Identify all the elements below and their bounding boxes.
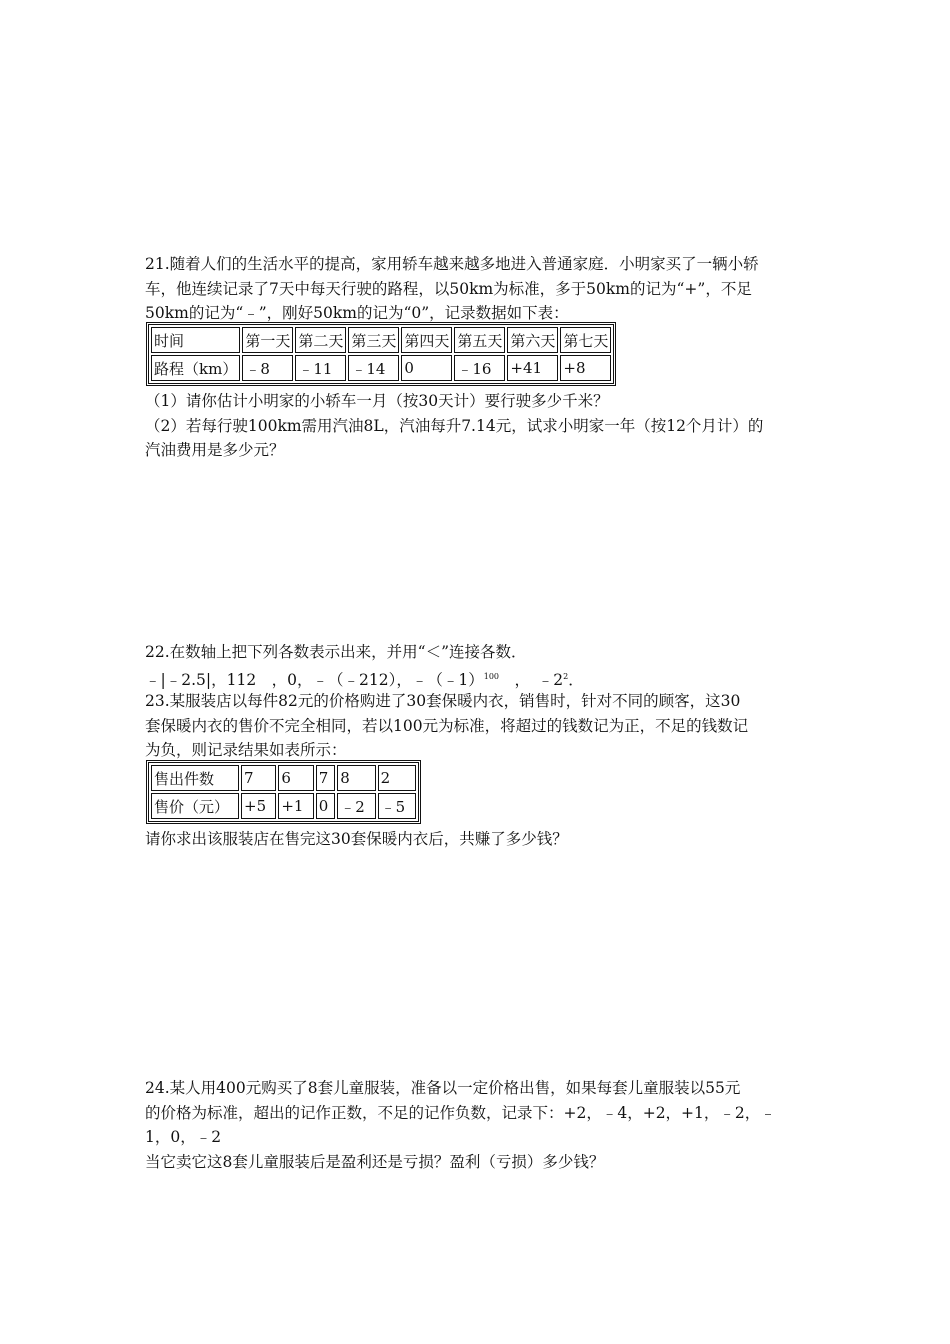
table-cell: 6 — [278, 765, 313, 791]
q21-part-2-line-1: （2）若每行驶100km需用汽油8L，汽油每升7.14元，试求小明家一年（按12个月计）的 — [145, 417, 764, 435]
q23-question: 请你求出该服装店在售完这30套保暖内衣后，共赚了多少钱？ — [145, 830, 568, 848]
table-cell: ﹣11 — [295, 355, 346, 381]
table-cell: 7 — [241, 765, 276, 791]
table-cell: 8 — [337, 765, 375, 791]
table-cell: 0 — [316, 793, 336, 819]
q22-numbers-part-a: ﹣|﹣2.5|，112 ，0，﹣（﹣212），﹣（﹣1） — [145, 671, 484, 690]
q22-numbers-part-c: ． — [568, 671, 584, 690]
q21-part-1: （1）请你估计小明家的小轿车一月（按30天计）要行驶多少千米？ — [145, 392, 609, 410]
q21-distance-table — [146, 322, 616, 386]
table-cell: 路程（km） — [151, 355, 240, 381]
q23-line-3: 为负，则记录结果如表所示： — [145, 741, 347, 759]
q22-line-1: 22.在数轴上把下列各数表示出来，并用“＜”连接各数． — [145, 643, 527, 661]
q24-line-2: 的价格为标准，超出的记作正数，不足的记作负数，记录下：+2，﹣4，+2，+1，﹣2，﹣ — [145, 1104, 776, 1122]
q23-sales-table — [146, 760, 421, 824]
q22-exponent-100: 100 — [483, 672, 500, 681]
table-cell: 第四天 — [401, 327, 452, 353]
table-cell: 第一天 — [242, 327, 293, 353]
q24-line-3: 1，0，﹣2 — [145, 1128, 222, 1146]
q24-line-1: 24.某人用400元购买了8套儿童服装，准备以一定价格出售，如果每套儿童服装以55元 — [145, 1079, 741, 1097]
table-row — [151, 327, 611, 353]
table-cell: +5 — [241, 793, 276, 819]
table-cell: 0 — [401, 355, 452, 381]
q21-line-1: 21.随着人们的生活水平的提高，家用轿车越来越多地进入普通家庭．小明家买了一辆小轿 — [145, 255, 759, 273]
q21-line-2: 车，他连续记录了7天中每天行驶的路程，以50km为标准，多于50km的记为“+”，不足 — [145, 280, 752, 298]
q21-part-2-line-2: 汽油费用是多少元？ — [145, 441, 285, 459]
table-cell: ﹣2 — [337, 793, 375, 819]
q22-exponent-2: 2 — [563, 672, 569, 681]
table-cell: +41 — [507, 355, 558, 381]
table-cell: 第六天 — [507, 327, 558, 353]
table-cell: ﹣16 — [454, 355, 505, 381]
table-cell: +8 — [560, 355, 611, 381]
table-cell: 2 — [378, 765, 416, 791]
table-cell: ﹣8 — [242, 355, 293, 381]
q23-line-1: 23.某服装店以每件82元的价格购进了30套保暖内衣，销售时，针对不同的顾客，这30 — [145, 692, 741, 710]
q21-line-3: 50km的记为“﹣”，刚好50km的记为“0”，记录数据如下表： — [145, 304, 569, 322]
table-cell: 售出件数 — [151, 765, 239, 791]
table-cell: 7 — [316, 765, 336, 791]
table-cell: 第三天 — [348, 327, 399, 353]
table-row — [151, 793, 416, 819]
table-cell: 时间 — [151, 327, 240, 353]
table-cell: 售价（元） — [151, 793, 239, 819]
table-cell: 第二天 — [295, 327, 346, 353]
table-cell: +1 — [278, 793, 313, 819]
q22-numbers-part-b: ， ﹣2 — [499, 671, 564, 690]
table-row — [151, 765, 416, 791]
table-cell: 第七天 — [560, 327, 611, 353]
table-row — [151, 355, 611, 381]
table-cell: ﹣14 — [348, 355, 399, 381]
table-cell: 第五天 — [454, 327, 505, 353]
q24-line-4: 当它卖它这8套儿童服装后是盈利还是亏损？盈利（亏损）多少钱？ — [145, 1153, 605, 1171]
table-cell: ﹣5 — [378, 793, 416, 819]
q23-line-2: 套保暖内衣的售价不完全相同，若以100元为标准，将超过的钱数记为正，不足的钱数记 — [145, 717, 749, 735]
